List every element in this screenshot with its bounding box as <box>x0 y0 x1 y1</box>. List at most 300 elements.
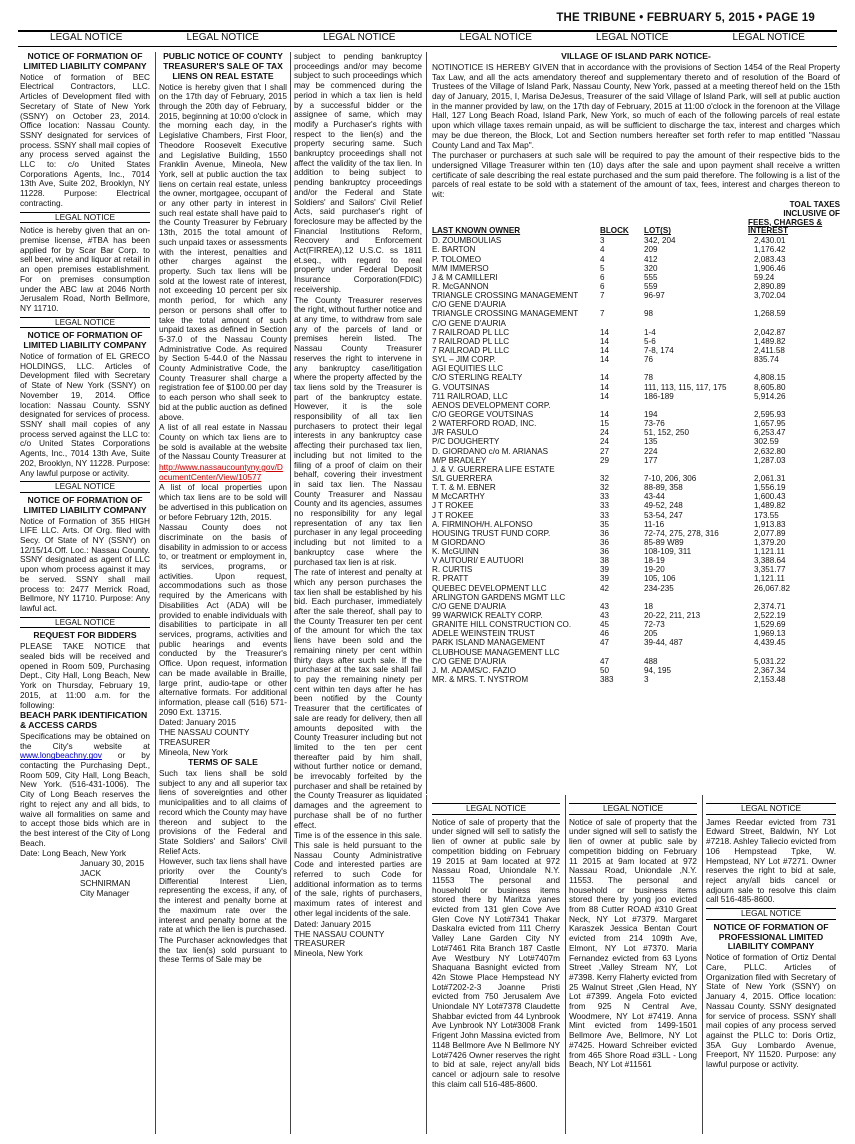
notice-body: However, such tax liens shall have priority over the County's Differential Interest Lien, representing the excess, if any, of the interest and penalty borne at the maximum rate over the interest and penalty borne at the rate at which the lien is purchased. <box>159 856 287 935</box>
block-cell <box>600 465 644 474</box>
block-cell: 14 <box>600 391 610 401</box>
column-divider <box>565 795 566 1134</box>
storage-sale-notice-3 <box>706 800 836 1142</box>
block-cell: 50 <box>600 665 610 675</box>
notice-body: Time is of the essence in this sale. This sale is held pursuant to the Nassau County Administrative Code and interested parties are referred to such Code for additional information as to terms of the sale, rights of purchasers, maximum rates of interest and other legal incidents of the sale. <box>294 830 422 918</box>
block-cell: 47 <box>600 656 610 666</box>
block-cell <box>600 300 644 309</box>
owner-cell: R. PRATT <box>432 574 469 584</box>
lots-cell: 108-109, 311 <box>644 547 692 557</box>
parcel-table <box>432 201 840 684</box>
table-row <box>432 474 840 483</box>
block-cell: 14 <box>600 336 610 346</box>
owner-cell: 7 RAILROAD PL LLC <box>432 336 510 346</box>
owner-cell: C/O GENE D'AURIA <box>432 601 506 611</box>
owner-cell: TRIANGLE CROSSING MANAGEMENT <box>432 291 579 301</box>
owner-cell: 2 WATERFORD ROAD, INC. <box>432 419 537 429</box>
owner-cell: E. BARTON <box>432 245 476 255</box>
notice-title: NOTICE OF FORMATION OF LIMITED LIABILITY COMPANY <box>23 494 147 515</box>
lots-cell: 78 <box>644 373 654 383</box>
lots-cell <box>644 648 748 657</box>
lots-cell: 135 <box>644 437 658 447</box>
lots-cell: 43-44 <box>644 492 665 502</box>
block-cell: 5 <box>600 263 605 273</box>
lots-cell <box>644 319 748 328</box>
legal-notice-label: LEGAL NOTICE <box>569 803 697 815</box>
owner-cell: 7 RAILROAD PL LLC <box>432 327 510 337</box>
block-cell: 45 <box>600 620 610 630</box>
column-2 <box>159 52 287 1137</box>
signoff: Date: Long Beach, New York January 30, 2015 JACK SCHNIRMAN City Manager <box>20 848 145 899</box>
notice-body: NOTINOTICE IS HEREBY GIVEN that in accordance with the provisions of Section 1454 of the Real Property Tax Law, and all the acts amendatory thereof and supplementary thereto and of resolution of the Board of Trustees of the Village of Island Park, Nassau County, New York, passed at a meeting thereof held on the 15th day of January, 2015, I, Marisa DeJesus, Treasurer of the said Village of Island Park, will sell at public auction in the manner provided by law, on the 17th day of February, 2015 at 11:00 o'clock in the forenoon at the Village Hall, 127 Long Beach Road, Island Park, New York, so much of each of the following parcels of real estate upon which village taxes remain unpaid, as will be sufficient to discharge the tax, interest and charges which may be due thereon, the Block, Lot and Section numbers hereafter set forth refer to map entitled "Nassau County Land and Tax Map". <box>432 61 840 150</box>
lots-cell: 7-8, 174 <box>644 345 674 355</box>
total-cell: 1,268.59 <box>754 309 786 319</box>
block-cell: 14 <box>600 409 610 419</box>
owner-cell: PARK ISLAND MANAGEMENT <box>432 638 546 648</box>
column-1 <box>20 52 150 1137</box>
lots-cell: 186-189 <box>644 391 674 401</box>
lots-cell: 209 <box>644 245 658 255</box>
table-row <box>432 611 840 620</box>
owner-cell: M McCARTHY <box>432 492 485 502</box>
notice-body: Notice is hereby given that I shall on the 17th day of February, 2015 through the 20th day of February, 2015, beginning at 10:00 o'clock in the morning each day, in the Legislative Chambers, First Floor, Theodore Roosevelt Executive and Legislative Building, 1550 Franklin Avenue, Mineola, New York, sell at public auction the tax liens on certain real estate, unless the owner, mortgagee, occupant of or any other party in interest in such real estate shall have paid to the County Treasurer by February 13th, 2015 the total amount of such unpaid taxes or assessments with the interest, penalties and other charges against the property. Such tax liens will be sold at the lowest rate of interest, not exceeding 10 percent per six month period, for which any person or persons shall offer to take the total amount of such unpaid taxes as defined in Section 5-37.0 of the Nassau County Administrative Code. As required by Section 5-44.0 of the Nassau County Administrative Code, the County Treasurer shall charge a registration fee of $100.00 per day to each person who shall seek to bid at the public auction as defined above. <box>159 81 287 422</box>
owner-cell: C/O GEORGE VOUTSINAS <box>432 409 534 419</box>
block-cell: 43 <box>600 601 610 611</box>
lots-cell: 96-97 <box>644 291 665 301</box>
block-cell <box>600 364 644 373</box>
owner-cell: SYL – JIM CORP. <box>432 355 496 365</box>
section-label: LEGAL NOTICE <box>459 32 532 43</box>
owner-cell: M GIORDANO <box>432 537 486 547</box>
total-cell: 6,253.47 <box>754 428 786 438</box>
lots-cell: 11-16 <box>644 519 665 529</box>
lots-cell: 559 <box>644 281 658 291</box>
total-cell: 1,287.03 <box>754 455 786 465</box>
total-cell: 2,890.89 <box>754 281 786 291</box>
notice-body: Notice of Formation of 355 HIGH LIFE LLC. Arts. Of Org. filed with Secy. Of State of NY (SSNY) on 12/15/14.Off. Loc.: Nassau County. SSNY designated as agent of LLC upon whom process against it may be served. SSNY shall mail process to: 2477 Merrick Road, Bellmore, NY 11710. Purpose: Any lawful act. <box>20 515 150 613</box>
owner-cell: T. T. & M. EBNER <box>432 483 496 493</box>
block-cell: 3 <box>600 236 605 246</box>
lots-cell: 19-20 <box>644 565 665 575</box>
page-masthead: THE TRIBUNE • FEBRUARY 5, 2015 • PAGE 19 <box>556 12 815 24</box>
lots-cell: 7-10, 206, 306 <box>644 473 697 483</box>
table-row <box>432 574 840 583</box>
treasurer-website-link[interactable]: http://www.nassaucountyny.gov/DocumentCenter/View/10577 <box>159 462 283 482</box>
block-cell: 24 <box>600 428 610 438</box>
block-cell: 7 <box>600 291 605 301</box>
owner-cell: 99 WARWICK REALTY CORP. <box>432 611 543 621</box>
total-cell: 2,374.71 <box>754 601 786 611</box>
owner-cell: AENOS DEVELOPMENT CORP. <box>432 400 551 410</box>
lots-cell: 73-76 <box>644 419 665 429</box>
lots-cell: 234-235 <box>644 583 674 593</box>
legal-notice-label: LEGAL NOTICE <box>706 803 836 815</box>
owner-cell: C/O GENE D'AURIA <box>432 318 506 328</box>
bid-item-title: BEACH PARK IDENTIFICATION & ACCESS CARDS <box>20 710 148 731</box>
table-row <box>432 373 840 382</box>
block-cell: 36 <box>600 537 610 547</box>
total-cell: 835.74 <box>754 355 779 365</box>
total-cell: 1,600.43 <box>754 492 786 502</box>
owner-cell: S/L GUERRERA <box>432 473 492 483</box>
lots-cell: 72-74, 275, 278, 316 <box>644 528 719 538</box>
section-label: LEGAL NOTICE <box>323 32 396 43</box>
labels-rule <box>18 46 837 47</box>
owner-cell: J. M. ADAMS/C. FAZIO <box>432 665 517 675</box>
owner-cell: J T ROKEE <box>432 510 474 520</box>
block-cell: 42 <box>600 583 610 593</box>
total-cell: 1,556.19 <box>754 483 786 493</box>
total-cell: 1,969.13 <box>754 629 786 639</box>
col-header-total: TOAL TAXES INCLUSIVE OF FEES, CHARGES & INTEREST <box>748 199 840 236</box>
lots-cell: 205 <box>644 629 658 639</box>
notice-body: James Reedar evicted from 731 Edward Street, Baldwin, NY Lot #7218. Ashley Taliecio evicted from 106 Hempstead Tpke, W. Hempstead, NY Lot #7271. Owner reserves the right to bid at sale, reject any/all bids cancel or adjourn sale to resolve this claim call 516-485-8600. <box>706 816 836 905</box>
total-cell: 173.55 <box>754 510 779 520</box>
block-cell: 4 <box>600 245 605 255</box>
owner-cell: R. McGANNON <box>432 281 489 291</box>
block-cell: 6 <box>600 272 605 282</box>
table-row <box>432 629 840 638</box>
block-cell: 33 <box>600 501 610 511</box>
table-row <box>432 392 840 401</box>
notice-title: NOTICE OF FORMATION OF PROFESSIONAL LIMITED LIABILITY COMPANY <box>713 921 829 952</box>
block-cell: 33 <box>600 510 610 520</box>
lots-cell: 320 <box>644 263 658 273</box>
table-row <box>432 309 840 318</box>
total-cell: 302.59 <box>754 437 779 447</box>
column-3 <box>294 52 422 1137</box>
table-row <box>432 565 840 574</box>
legal-notice-label: LEGAL NOTICE <box>706 908 836 920</box>
table-row <box>432 620 840 629</box>
total-cell: 2,411.58 <box>754 345 785 355</box>
block-cell: 27 <box>600 446 610 456</box>
table-row <box>432 273 840 282</box>
total-cell: 2,632.80 <box>754 446 786 456</box>
notice-body: Nassau County does not discriminate on the basis of disability in admission to or access to, or treatment or employment in, its services, programs, or activities. Upon request, accommodations such as those required by the Americans with Disabilities Act (ADA) will be provided to enable individuals with disabilities to participate in all services, programs, activities and public hearings and events conducted by the Treasurer's Office. Upon request, information can be made available in Braille, large print, audio-tape or other alternative formats. For additional information, please call (516) 571-2090 Ext. 13715. <box>159 522 287 717</box>
block-cell: 36 <box>600 547 610 557</box>
section-label: LEGAL NOTICE <box>50 32 123 43</box>
table-row <box>432 401 840 410</box>
notice-body: Notice of formation of Ortiz Dental Care, PLLC. Articles of Organization filed with Secretary of State of New York (SSNY) on January 4, 2015. Office location: Nassau County. SSNY designated for service of process. SSNY shall mail copies of any process served against the PLLC to: Doris Ortiz, 35A Guy Lombardo Avenue, Freeport, NY 11520. Purpose: any lawful purpose or activity. <box>706 952 836 1070</box>
total-cell <box>748 648 840 657</box>
table-row <box>432 328 840 337</box>
total-cell: 5,031.22 <box>754 656 786 666</box>
lots-cell: 18-19 <box>644 556 665 566</box>
lots-cell: 194 <box>644 409 658 419</box>
table-row <box>432 492 840 501</box>
total-cell <box>748 364 840 373</box>
lots-cell: 555 <box>644 272 658 282</box>
table-row <box>432 657 840 666</box>
total-cell: 1,529.69 <box>754 620 786 630</box>
notice-body: The purchaser or purchasers at such sale will be required to pay the amount of their respective bids to the undersigned Village Treasurer within ten (10) days after the sale and upon payment shall receive a written certificate of sale describing the real estate purchased and the sum paid therefore. The following is a list of the parcels of real estate to be sold with a statement of the amount of tax, fees, interest and charges thereon to wit: <box>432 150 840 200</box>
table-row <box>432 483 840 492</box>
owner-cell: J. & V. GUERRERA LIFE ESTATE <box>432 464 555 474</box>
total-cell: 2,061.31 <box>754 473 786 483</box>
block-cell: 14 <box>600 373 610 383</box>
owner-cell: C/O GENE D'AURIA <box>432 656 506 666</box>
legal-notice-label: LEGAL NOTICE <box>20 317 150 329</box>
signoff: Dated: January 2015 THE NASSAU COUNTY TREASURER Mineola, New York <box>294 918 385 959</box>
block-cell: 15 <box>600 419 610 429</box>
owner-cell: D. GIORDANO c/o M. ARIANAS <box>432 446 549 456</box>
owner-cell: QUEBEC DEVELOPMENT LLC <box>432 583 547 593</box>
lots-cell: 20-22, 211, 213 <box>644 611 701 621</box>
notice-body: The County Treasurer reserves the right, without further notice and at any time, to withdraw from sale any of the parcels of land or premises herein listed. The Nassau County Treasurer reserves the right to intervene in any bankruptcy case/litigation where the property affected by the tax liens sold by the Treasurer is part of the bankruptcy estate. However, it is the sole responsibility of all tax lien purchasers to protect their legal interests in any bankruptcy case affecting their purchased tax lien, including but not limited to the filing of a proof of claim on their behalf, covering their investment in said tax lien. The Nassau County Treasurer and Nassau County and its agencies, assumes no responsibility for any legal representation of any tax lien purchaser in any legal proceeding including but not limited to a bankruptcy case where the purchased tax lien is at risk. <box>294 294 422 567</box>
lots-cell <box>644 465 748 474</box>
total-cell: 4,808.15 <box>754 373 786 383</box>
legal-notice-label: LEGAL NOTICE <box>20 212 150 224</box>
table-row <box>432 282 840 291</box>
table-row <box>432 666 840 675</box>
notice-body: subject to pending bankruptcy proceedings and/or may become subject to such proceedings which may be commenced during the period in which a tax lien is held by a successful bidder or the assignee of same, which may modify a Purchaser's rights with respect to the lien(s) and the property securing same. Such bankruptcy proceedings shall not affect the validity of the tax lien. In addition to being subject to pending bankruptcy proceedings and/or the Federal and State Soldiers' and Sailors' Civil Relief Acts, said purchaser's right of foreclosure may be affected by the Financial Institutions Reform, Recovery and Enforcement Act(FIRREA),12 U.S.C. ss 1811 et.seq., with regard to real property under Federal Deposit Insurance Corporation(FDIC) receivership. <box>294 52 422 294</box>
block-cell: 383 <box>600 675 614 685</box>
table-row <box>432 675 840 684</box>
table-row <box>432 556 840 565</box>
table-row <box>432 428 840 437</box>
village-notice <box>432 52 840 787</box>
owner-cell: AGI EQUITIES LLC <box>432 364 504 374</box>
storage-sale-notice-2 <box>569 800 697 1142</box>
column-divider <box>290 52 291 1134</box>
lots-cell: 342, 204 <box>644 236 676 246</box>
block-cell: 35 <box>600 519 610 529</box>
notice-body: A list of all real estate in Nassau County on which tax liens are to be sold is available at the website of the Nassau County Treasurer at <box>159 422 287 462</box>
block-cell: 47 <box>600 638 610 648</box>
total-cell: 1,176.42 <box>754 245 786 255</box>
lots-cell: 85-89 W89 <box>644 537 684 547</box>
owner-cell: MR. & MRS. T. NYSTROM <box>432 675 529 685</box>
notice-body: Specifications may be obtained on the City's website at www.longbeachny.gov or by contacting the Purchasing Dept., Room 509, City Hall, Long Beach, New York. (516-431-1006). The City of Long Beach reserves the right to reject any and all bids, to waive all formalities on same and to accept those bids which are in the best interest of the City of Long Beach. <box>20 730 150 848</box>
total-cell: 1,657.95 <box>754 419 786 429</box>
table-row <box>432 264 840 273</box>
block-cell <box>600 648 644 657</box>
owner-cell: K. McGUINN <box>432 547 479 557</box>
block-cell: 36 <box>600 528 610 538</box>
block-cell: 24 <box>600 437 610 447</box>
column-divider <box>426 795 427 1134</box>
total-cell: 5,914.26 <box>754 391 786 401</box>
total-cell <box>748 319 840 328</box>
table-row <box>432 410 840 419</box>
table-row <box>432 511 840 520</box>
block-cell: 4 <box>600 254 605 264</box>
table-row <box>432 456 840 465</box>
lots-cell: 94, 195 <box>644 665 672 675</box>
owner-cell: ADELE WEINSTEIN TRUST <box>432 629 535 639</box>
table-row <box>432 602 840 611</box>
lots-cell: 224 <box>644 446 658 456</box>
total-cell <box>748 465 840 474</box>
owner-cell: R. CURTIS <box>432 565 473 575</box>
lots-cell: 76 <box>644 355 654 365</box>
table-row <box>432 236 840 245</box>
lots-cell: 488 <box>644 656 658 666</box>
lots-cell: 3 <box>644 675 649 685</box>
owner-cell: P. TOLOMEO <box>432 254 482 264</box>
total-cell: 3,702.04 <box>754 291 786 301</box>
total-cell: 59.24 <box>754 272 775 282</box>
notice-title: PUBLIC NOTICE OF COUNTY TREASURER'S SALE OF TAX LIENS ON REAL ESTATE <box>163 52 283 81</box>
column-divider <box>155 52 156 1134</box>
table-row <box>432 300 840 309</box>
lots-cell <box>644 300 748 309</box>
table-row <box>432 538 840 547</box>
signoff: Dated: January 2015 THE NASSAU COUNTY TREASURER Mineola, New York <box>159 717 250 758</box>
notice-body: The Purchaser acknowledges that the tax lien(s) sold pursuant to these Terms of Sale may be <box>159 934 287 965</box>
block-cell: 6 <box>600 281 605 291</box>
notice-body: Such tax liens shall be sold subject to any and all superior tax liens of sovereignties and other municipalities and to all claims of record which the County may have thereon and subject to the provisions of the Federal and State Soldiers' and Sailors' Civil Relief Acts. <box>159 768 287 856</box>
total-cell <box>748 593 840 602</box>
owner-cell: V AUTOURI/ E AUTUORI <box>432 556 524 566</box>
block-cell <box>600 401 644 410</box>
owner-cell: ARLINGTON GARDENS MGMT LLC <box>432 592 566 602</box>
block-cell: 33 <box>600 492 610 502</box>
block-cell: 32 <box>600 483 610 493</box>
notice-body: Notice of sale of property that the under signed will sell to satisfy the lien of owner at public sale by competition bidding on February 19 2015 at 9am located at 972 Nassau Road, Uniondale N.Y. 11553 The personal and household or business items stored there by Maritza yanes evicted from 131 glen Cove Ave Glen Cove NY Lot#7341 Thakar Daskalra evicted from 111 Cherry Valley Lane Garden City NY Lot#7461 Rita Branch 187 Castle Ave Westbury NY Lot#7407m Shaquana Basnight evicted from 42n Stowe Place Hempstead NY Lot#7202-2-3 Joanne Pristi evicted from 750 Jerusalem Ave Uniondale NY Lot#7378 Claudette Shabbar evicted from 44 Lynbrook Ave Lynbrook NY Lot#3008 Frank Frigent John Massina evicted from 1148 Bellmore Ave N Bellmore NY Lot#7426 Owner reserves the right to bid at sale, reject any/all bids cancel or adjourn sale to resolve this claim call 516-485-8600. <box>432 816 560 1089</box>
block-cell <box>600 319 644 328</box>
block-cell: 39 <box>600 574 610 584</box>
col-header-block: BLOCK <box>600 226 629 236</box>
lots-cell <box>644 401 748 410</box>
table-row <box>432 364 840 373</box>
table-row <box>432 648 840 657</box>
section-label: LEGAL NOTICE <box>596 32 669 43</box>
lots-cell: 18 <box>644 601 654 611</box>
owner-cell: J & M CAMILLERI <box>432 272 498 282</box>
lots-cell <box>644 364 748 373</box>
owner-cell: D. ZOUMBOULIAS <box>432 236 502 246</box>
block-cell: 14 <box>600 382 610 392</box>
owner-cell: CLUBHOUSE MANAGEMENT LLC <box>432 647 560 657</box>
table-row <box>432 501 840 510</box>
notice-title: NOTICE OF FORMATION OF LIMITED LIABILITY COMPANY <box>23 52 147 71</box>
owner-cell: P/C DOUGHERTY <box>432 437 500 447</box>
notice-body: Notice of formation of EL GRECO HOLDINGS, LLC. Articles of Development filed with Secretary of State of New York (SSNY) on November 19, 2014. Office location: Nassau County. SSNY designated for services of process. SSNY shall mail copies of any process served against the LLC to: c/o United States Corporations Agents, Inc., 7014 13th Ave, Suite 202, Brooklyn, NY 11228. Purpose: Any lawful purpose or activity. <box>20 351 150 478</box>
lots-cell: 412 <box>644 254 658 264</box>
village-notice-title: VILLAGE OF ISLAND PARK NOTICE- <box>561 52 711 61</box>
lots-cell: 88-89, 358 <box>644 483 683 493</box>
table-row <box>432 291 840 300</box>
column-divider <box>426 52 427 794</box>
block-cell <box>600 593 644 602</box>
col-header-owner: LAST KNOWN OWNER <box>432 226 521 236</box>
table-row <box>432 255 840 264</box>
total-cell: 2,153.48 <box>754 675 786 685</box>
lots-cell: 53-54, 247 <box>644 510 683 520</box>
total-cell: 3,388.64 <box>754 556 786 566</box>
parcel-table-body <box>432 236 840 684</box>
total-cell: 1,489.82 <box>754 336 786 346</box>
owner-cell: G. VOUTSINAS <box>432 382 490 392</box>
table-row <box>432 355 840 364</box>
block-cell: 43 <box>600 611 610 621</box>
block-cell: 14 <box>600 345 610 355</box>
table-row <box>432 547 840 556</box>
table-row <box>432 447 840 456</box>
owner-cell: TRIANGLE CROSSING MANAGEMENT <box>432 309 579 319</box>
notice-body: The rate of interest and penalty at which any person purchases the tax lien shall be established by his bid. Each purchaser, immediately after the sale thereof, shall pay to the County Treasurer ten per cent of the amount for which the tax liens have been sold and the remaining ninety per cent within thirty days after such sale. If the purchaser at the tax sale shall fail to pay the remaining ninety per cent within ten days after he has been notified by the County Treasurer that the certificates of sale are ready for delivery, then all amounts deposited with the County Treasurer including but not limited to the ten per cent thereafter paid by him shall, without further notice or demand, be irrevocably forfeited by the purchaser and shall be retained by the County Treasurer as liquidated damages and the agreement to purchase shall be of no further effect. <box>294 567 422 830</box>
owner-cell: A. FIRMINOH/H. ALFONSO <box>432 519 533 529</box>
city-website-link[interactable]: www.longbeachny.gov <box>20 750 102 761</box>
total-cell: 2,522.19 <box>754 611 786 621</box>
lots-cell: 72-73 <box>644 620 665 630</box>
terms-title: TERMS OF SALE <box>188 757 258 768</box>
lots-cell: 177 <box>644 455 658 465</box>
total-cell <box>748 401 840 410</box>
owner-cell: J/R FASULO <box>432 428 479 438</box>
table-row <box>432 419 840 428</box>
block-cell: 39 <box>600 565 610 575</box>
notice-body: Notice of sale of property that the under signed will sell to satisfy the lien of owner at public sale by competition bidding on February 11 2015 at 9am located at 972 Nassau Road, Uniondale ,N.Y. 11553. The personal and household or business items stored there by yong joo evicted from 88 Cutter ROAD #310 Great Neck, NY Lot #7379. Margaret Karaszek Jessica Bentan Court evicted from 214 109th Ave, Elmont, NY Lot #7370. Maria Fernandez evicted from 63 Lyons Street ,Valley Stream NY, Lot #7398. Kerry Flaherty evicted from 25 Walnut Street ,Glen Head, NY Lot #7399. Angela Foto evicted from 925 N Central Ave, Woodmere, NY Lot #7419. Anna Mint evicted from 1499-1501 Bellmore Ave, Bellmore, NY Lot #7425. Howard Schreiber evicted from 465 Shore Road #3LL - Long Beach, NY Lot #11561 <box>569 816 697 1070</box>
block-cell: 29 <box>600 455 610 465</box>
total-cell: 1,121.11 <box>754 547 785 557</box>
lots-cell: 111, 113, 115, 117, 175 <box>644 382 727 392</box>
table-row <box>432 383 840 392</box>
owner-cell: GRANITE HILL CONSTRUCTION CO. <box>432 620 572 630</box>
notice-body: PLEASE TAKE NOTICE that sealed bids will be received and opened in Room 509, Purchasing Dept., City Hall, Long Beach, New York on Thursday, February 19, 2015, at 11:00 a.m. for the following: <box>20 641 150 710</box>
owner-cell: C/O STERLING REALTY <box>432 373 523 383</box>
notice-body: Notice is hereby given that an on-premise license, #TBA has been applied for by Scar Bar Corp. to sell beer, wine and liquor at retail in an open premises establishment. For on premises consumption under the ABC law at 2046 North Jerusalem Road, North Bellmore, NY 11710. <box>20 225 150 313</box>
legal-notice-label: LEGAL NOTICE <box>20 481 150 493</box>
block-cell: 14 <box>600 355 610 365</box>
lots-cell: 51, 152, 250 <box>644 428 690 438</box>
table-row <box>432 337 840 346</box>
block-cell: 38 <box>600 556 610 566</box>
total-cell: 1,906.46 <box>754 263 786 273</box>
total-cell: 2,042.87 <box>754 327 786 337</box>
legal-notice-label: LEGAL NOTICE <box>20 617 150 629</box>
table-row <box>432 529 840 538</box>
total-cell: 2,083.43 <box>754 254 786 264</box>
legal-notice-label: LEGAL NOTICE <box>432 803 560 815</box>
total-cell: 3,351.77 <box>754 565 786 575</box>
total-cell: 1,913.83 <box>754 519 786 529</box>
table-row <box>432 346 840 355</box>
total-cell: 1,121.11 <box>754 574 785 584</box>
table-row <box>432 245 840 254</box>
section-labels-row <box>18 32 837 46</box>
total-cell: 8,605.80 <box>754 382 786 392</box>
table-header-row <box>432 201 840 237</box>
table-row <box>432 584 840 593</box>
owner-cell: C/O GENE D'AURIA <box>432 300 506 310</box>
total-cell: 26,067.82 <box>754 583 791 593</box>
block-cell: 7 <box>600 309 605 319</box>
lots-cell: 39-44, 487 <box>644 638 683 648</box>
lots-cell: 5-6 <box>644 336 656 346</box>
total-cell: 2,367.34 <box>754 665 786 675</box>
table-row <box>432 638 840 647</box>
notice-body: A list of local properties upon which tax liens are to be sold will be advertised in this publication on or before February 12th, 2015. <box>159 482 287 522</box>
block-cell: 46 <box>600 629 610 639</box>
total-cell: 1,379.20 <box>754 537 786 547</box>
lots-cell: 105, 106 <box>644 574 676 584</box>
total-cell: 4,439.45 <box>754 638 786 648</box>
table-row <box>432 520 840 529</box>
notice-title: NOTICE OF FORMATION OF LIMITED LIABILITY COMPANY <box>23 330 147 351</box>
owner-cell: M/M IMMERSO <box>432 263 489 273</box>
owner-cell: M/P BRADLEY <box>432 455 487 465</box>
notice-title: REQUEST FOR BIDDERS <box>33 630 137 641</box>
section-label: LEGAL NOTICE <box>732 32 805 43</box>
total-cell <box>748 300 840 309</box>
lots-cell: 98 <box>644 309 654 319</box>
lots-cell: 1-4 <box>644 327 656 337</box>
lots-cell <box>644 593 748 602</box>
owner-cell: 711 RAILROAD, LLC <box>432 391 508 401</box>
